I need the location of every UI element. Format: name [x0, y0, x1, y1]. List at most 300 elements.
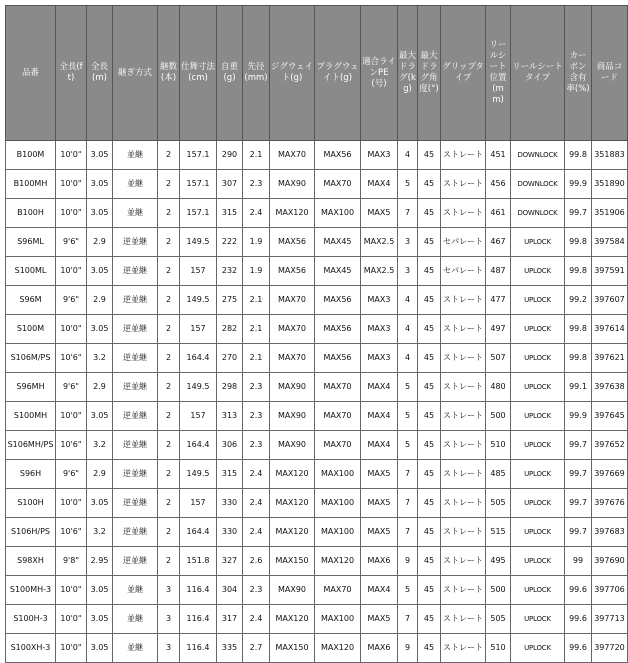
table-cell: 9'6" [56, 228, 87, 257]
table-cell: 9'6" [56, 373, 87, 402]
table-cell: 9'8" [56, 547, 87, 576]
table-cell: 45 [418, 547, 441, 576]
table-cell: 157.1 [180, 199, 217, 228]
table-cell: 2 [158, 344, 180, 373]
table-cell: 290 [217, 141, 243, 170]
table-cell: 149.5 [180, 373, 217, 402]
table-cell: 99.7 [565, 431, 592, 460]
table-row [6, 199, 628, 228]
table-cell: MAX70 [270, 344, 315, 373]
model-cell: S106H/PS [6, 518, 56, 547]
table-cell: 45 [418, 489, 441, 518]
table-cell: 5 [398, 402, 418, 431]
table-cell: 3.05 [87, 257, 113, 286]
table-cell: 2 [158, 141, 180, 170]
table-cell: MAX5 [361, 199, 398, 228]
table-cell: 2 [158, 518, 180, 547]
model-cell: S100XH-3 [6, 634, 56, 663]
table-cell: 9 [398, 547, 418, 576]
model-cell: S96M [6, 286, 56, 315]
table-row [6, 286, 628, 315]
table-cell: 5 [398, 431, 418, 460]
table-cell: MAX70 [315, 402, 361, 431]
table-cell: 467 [486, 228, 511, 257]
table-cell: MAX4 [361, 431, 398, 460]
table-cell: 485 [486, 460, 511, 489]
table-cell: 3.05 [87, 170, 113, 199]
table-cell: 10'0" [56, 634, 87, 663]
table-cell: MAX90 [270, 431, 315, 460]
table-cell: MAX4 [361, 402, 398, 431]
table-cell: 9'6" [56, 286, 87, 315]
table-cell: 99.9 [565, 402, 592, 431]
table-cell: 2.1 [243, 315, 270, 344]
table-cell: 45 [418, 257, 441, 286]
table-header [6, 6, 628, 141]
table-row [6, 576, 628, 605]
table-cell: 397690 [592, 547, 628, 576]
table-cell: 2.1 [243, 344, 270, 373]
table-cell: MAX120 [270, 605, 315, 634]
table-cell: 2.4 [243, 605, 270, 634]
model-cell: S96ML [6, 228, 56, 257]
table-cell: 10'0" [56, 489, 87, 518]
table-row [6, 373, 628, 402]
table-cell: 99.2 [565, 286, 592, 315]
table-cell: 99.7 [565, 199, 592, 228]
table-cell: MAX120 [270, 460, 315, 489]
table-cell: 2.4 [243, 460, 270, 489]
table-row [6, 460, 628, 489]
table-cell: MAX90 [270, 373, 315, 402]
table-cell: 99.8 [565, 315, 592, 344]
table-cell: 2.3 [243, 170, 270, 199]
table-cell: UPLOCK [511, 344, 565, 373]
table-cell: 並継 [113, 141, 158, 170]
table-cell: 2.1 [243, 286, 270, 315]
table-cell: ストレート [441, 576, 486, 605]
table-cell: 397591 [592, 257, 628, 286]
column-header: ジグウェイト(g) [270, 6, 315, 141]
table-cell: 45 [418, 141, 441, 170]
table-cell: 逆並継 [113, 547, 158, 576]
table-cell: 逆並継 [113, 460, 158, 489]
column-header: 品番 [6, 6, 56, 141]
table-cell: DOWNLOCK [511, 199, 565, 228]
table-cell: MAX70 [270, 315, 315, 344]
column-header: グリップタイプ [441, 6, 486, 141]
table-cell: 45 [418, 170, 441, 199]
table-cell: 397683 [592, 518, 628, 547]
table-cell: 2.95 [87, 547, 113, 576]
table-cell: 45 [418, 228, 441, 257]
model-cell: S98XH [6, 547, 56, 576]
table-cell: MAX45 [315, 257, 361, 286]
table-cell: 99.7 [565, 460, 592, 489]
table-cell: 99.9 [565, 170, 592, 199]
table-body [6, 141, 628, 663]
table-cell: MAX100 [315, 199, 361, 228]
table-cell: MAX90 [270, 402, 315, 431]
table-cell: 2 [158, 489, 180, 518]
table-cell: 3.05 [87, 634, 113, 663]
column-header: 商品コード [592, 6, 628, 141]
table-cell: MAX3 [361, 141, 398, 170]
table-cell: 2 [158, 547, 180, 576]
column-header: 適合ラインPE(号) [361, 6, 398, 141]
table-cell: 397676 [592, 489, 628, 518]
table-cell: MAX100 [315, 518, 361, 547]
table-cell: 2 [158, 257, 180, 286]
table-cell: ストレート [441, 315, 486, 344]
table-cell: 99.6 [565, 605, 592, 634]
table-cell: 3.05 [87, 576, 113, 605]
table-cell: 45 [418, 199, 441, 228]
table-cell: 5 [398, 576, 418, 605]
table-cell: MAX70 [315, 373, 361, 402]
table-cell: 10'0" [56, 170, 87, 199]
table-cell: 4 [398, 141, 418, 170]
table-cell: 330 [217, 489, 243, 518]
table-cell: ストレート [441, 605, 486, 634]
table-cell: MAX3 [361, 344, 398, 373]
table-cell: 397645 [592, 402, 628, 431]
table-cell: 505 [486, 605, 511, 634]
table-cell: 45 [418, 460, 441, 489]
table-cell: 304 [217, 576, 243, 605]
table-cell: 315 [217, 199, 243, 228]
table-cell: ストレート [441, 634, 486, 663]
table-cell: 45 [418, 344, 441, 373]
table-cell: MAX56 [270, 228, 315, 257]
table-cell: 9'6" [56, 460, 87, 489]
column-header: 全長(m) [87, 6, 113, 141]
table-row [6, 489, 628, 518]
table-cell: UPLOCK [511, 228, 565, 257]
table-cell: 510 [486, 431, 511, 460]
table-cell: 164.4 [180, 344, 217, 373]
table-cell: 3.2 [87, 431, 113, 460]
column-header: 継ぎ方式 [113, 6, 158, 141]
table-cell: 480 [486, 373, 511, 402]
table-cell: 逆並継 [113, 257, 158, 286]
table-cell: 397614 [592, 315, 628, 344]
table-cell: MAX70 [315, 576, 361, 605]
table-cell: MAX150 [270, 634, 315, 663]
table-cell: 3.05 [87, 489, 113, 518]
table-cell: 45 [418, 315, 441, 344]
table-cell: 456 [486, 170, 511, 199]
column-header: 全長(ft) [56, 6, 87, 141]
table-cell: 397607 [592, 286, 628, 315]
table-cell: 逆並継 [113, 373, 158, 402]
table-cell: 逆並継 [113, 489, 158, 518]
table-cell: 282 [217, 315, 243, 344]
model-cell: B100H [6, 199, 56, 228]
table-cell: 99.6 [565, 576, 592, 605]
table-cell: MAX6 [361, 634, 398, 663]
table-cell: 3 [398, 228, 418, 257]
table-cell: 157 [180, 257, 217, 286]
table-cell: 2 [158, 286, 180, 315]
table-cell: 逆並継 [113, 315, 158, 344]
table-cell: 45 [418, 576, 441, 605]
model-cell: B100M [6, 141, 56, 170]
table-cell: 461 [486, 199, 511, 228]
model-cell: S96H [6, 460, 56, 489]
table-cell: 並継 [113, 170, 158, 199]
table-cell: 497 [486, 315, 511, 344]
table-row [6, 431, 628, 460]
table-cell: UPLOCK [511, 576, 565, 605]
table-cell: 397713 [592, 605, 628, 634]
table-cell: 2 [158, 228, 180, 257]
table-cell: 270 [217, 344, 243, 373]
table-cell: MAX100 [315, 460, 361, 489]
table-cell: MAX56 [315, 141, 361, 170]
table-cell: 45 [418, 431, 441, 460]
table-cell: 10'0" [56, 257, 87, 286]
table-cell: 335 [217, 634, 243, 663]
table-cell: 逆並継 [113, 431, 158, 460]
table-cell: 451 [486, 141, 511, 170]
table-cell: MAX150 [270, 547, 315, 576]
table-cell: 10'0" [56, 141, 87, 170]
table-row [6, 547, 628, 576]
table-cell: 500 [486, 576, 511, 605]
table-cell: 222 [217, 228, 243, 257]
table-cell: 99.7 [565, 518, 592, 547]
table-cell: ストレート [441, 286, 486, 315]
table-cell: 45 [418, 605, 441, 634]
table-cell: UPLOCK [511, 373, 565, 402]
table-cell: 10'6" [56, 518, 87, 547]
table-cell: 45 [418, 518, 441, 547]
table-cell: 7 [398, 199, 418, 228]
table-cell: 2 [158, 199, 180, 228]
column-header: 仕舞寸法(cm) [180, 6, 217, 141]
table-cell: 2.3 [243, 431, 270, 460]
table-cell: UPLOCK [511, 286, 565, 315]
table-cell: 3.2 [87, 344, 113, 373]
table-cell: UPLOCK [511, 460, 565, 489]
table-cell: 並継 [113, 199, 158, 228]
table-cell: 7 [398, 605, 418, 634]
table-cell: MAX100 [315, 489, 361, 518]
table-cell: 307 [217, 170, 243, 199]
column-header: カーボン含有率(%) [565, 6, 592, 141]
table-cell: 477 [486, 286, 511, 315]
table-cell: 3.05 [87, 402, 113, 431]
table-cell: 2 [158, 170, 180, 199]
table-cell: MAX70 [270, 286, 315, 315]
table-cell: 149.5 [180, 460, 217, 489]
table-cell: 2.9 [87, 460, 113, 489]
table-cell: 3 [398, 257, 418, 286]
table-cell: UPLOCK [511, 315, 565, 344]
table-cell: 3 [158, 576, 180, 605]
table-cell: 351890 [592, 170, 628, 199]
table-cell: MAX70 [315, 431, 361, 460]
table-cell: MAX120 [270, 489, 315, 518]
table-cell: MAX120 [270, 518, 315, 547]
table-cell: 99 [565, 547, 592, 576]
table-cell: 495 [486, 547, 511, 576]
table-cell: 2.1 [243, 141, 270, 170]
table-cell: MAX56 [315, 344, 361, 373]
table-cell: 157 [180, 402, 217, 431]
table-cell: ストレート [441, 489, 486, 518]
table-cell: MAX3 [361, 315, 398, 344]
table-cell: UPLOCK [511, 257, 565, 286]
table-cell: 397621 [592, 344, 628, 373]
table-cell: ストレート [441, 141, 486, 170]
table-cell: MAX90 [270, 576, 315, 605]
table-cell: 3.05 [87, 315, 113, 344]
table-cell: 2.4 [243, 518, 270, 547]
table-cell: 4 [398, 286, 418, 315]
table-cell: 3.2 [87, 518, 113, 547]
table-cell: 10'6" [56, 344, 87, 373]
table-cell: 2 [158, 460, 180, 489]
table-cell: 2.3 [243, 402, 270, 431]
table-cell: 157.1 [180, 170, 217, 199]
table-cell: ストレート [441, 344, 486, 373]
table-cell: 並継 [113, 605, 158, 634]
spec-table [5, 5, 628, 663]
table-cell: 10'0" [56, 199, 87, 228]
table-cell: 317 [217, 605, 243, 634]
table-cell: セパレート [441, 257, 486, 286]
table-cell: ストレート [441, 547, 486, 576]
table-cell: 2.4 [243, 199, 270, 228]
table-cell: UPLOCK [511, 489, 565, 518]
table-cell: 9 [398, 634, 418, 663]
table-cell: 45 [418, 402, 441, 431]
table-cell: 487 [486, 257, 511, 286]
table-cell: 2.9 [87, 228, 113, 257]
column-header: リールシート位置(mm) [486, 6, 511, 141]
column-header: プラグウェイト(g) [315, 6, 361, 141]
table-cell: 2 [158, 315, 180, 344]
table-cell: ストレート [441, 170, 486, 199]
table-cell: 2 [158, 373, 180, 402]
table-cell: 397584 [592, 228, 628, 257]
table-cell: 315 [217, 460, 243, 489]
table-cell: MAX6 [361, 547, 398, 576]
table-cell: MAX56 [270, 257, 315, 286]
table-cell: UPLOCK [511, 634, 565, 663]
table-cell: 45 [418, 634, 441, 663]
table-cell: 10'0" [56, 605, 87, 634]
table-row [6, 228, 628, 257]
table-cell: 351883 [592, 141, 628, 170]
table-cell: 10'0" [56, 315, 87, 344]
table-cell: DOWNLOCK [511, 141, 565, 170]
table-cell: 351906 [592, 199, 628, 228]
table-cell: 275 [217, 286, 243, 315]
table-cell: 515 [486, 518, 511, 547]
table-row [6, 634, 628, 663]
table-cell: DOWNLOCK [511, 170, 565, 199]
table-cell: 500 [486, 402, 511, 431]
table-cell: 397638 [592, 373, 628, 402]
table-cell: 327 [217, 547, 243, 576]
table-cell: 116.4 [180, 634, 217, 663]
table-cell: 5 [398, 373, 418, 402]
table-row [6, 170, 628, 199]
table-cell: UPLOCK [511, 402, 565, 431]
table-cell: 逆並継 [113, 344, 158, 373]
table-cell: 330 [217, 518, 243, 547]
table-cell: 298 [217, 373, 243, 402]
table-cell: 7 [398, 518, 418, 547]
table-cell: 99.8 [565, 257, 592, 286]
table-cell: 157 [180, 315, 217, 344]
table-cell: ストレート [441, 518, 486, 547]
table-cell: 99.8 [565, 228, 592, 257]
table-cell: ストレート [441, 373, 486, 402]
table-cell: 157 [180, 489, 217, 518]
table-row [6, 402, 628, 431]
table-cell: 2 [158, 402, 180, 431]
model-cell: S96MH [6, 373, 56, 402]
table-row [6, 605, 628, 634]
table-cell: MAX3 [361, 286, 398, 315]
table-row [6, 315, 628, 344]
table-cell: 397706 [592, 576, 628, 605]
table-cell: 313 [217, 402, 243, 431]
table-cell: MAX90 [270, 170, 315, 199]
table-cell: 並継 [113, 634, 158, 663]
table-cell: 2.9 [87, 373, 113, 402]
table-cell: 510 [486, 634, 511, 663]
table-cell: MAX120 [315, 634, 361, 663]
table-row [6, 141, 628, 170]
table-cell: MAX5 [361, 518, 398, 547]
table-cell: 3 [158, 605, 180, 634]
table-cell: 2.4 [243, 489, 270, 518]
table-cell: 1.9 [243, 228, 270, 257]
table-cell: 2.3 [243, 576, 270, 605]
table-cell: 3 [158, 634, 180, 663]
model-cell: S106M/PS [6, 344, 56, 373]
table-cell: 逆並継 [113, 228, 158, 257]
table-cell: 5 [398, 170, 418, 199]
table-cell: 4 [398, 315, 418, 344]
model-cell: S100ML [6, 257, 56, 286]
table-cell: 3.05 [87, 141, 113, 170]
model-cell: B100MH [6, 170, 56, 199]
table-cell: MAX70 [315, 170, 361, 199]
table-cell: 306 [217, 431, 243, 460]
table-cell: MAX5 [361, 460, 398, 489]
table-cell: 2.3 [243, 373, 270, 402]
table-cell: 116.4 [180, 605, 217, 634]
table-cell: ストレート [441, 199, 486, 228]
column-header: 先径(mm) [243, 6, 270, 141]
table-cell: 99.8 [565, 141, 592, 170]
column-header: 最大ドラグ(kg) [398, 6, 418, 141]
model-cell: S106MH/PS [6, 431, 56, 460]
model-cell: S100M [6, 315, 56, 344]
table-cell: 2 [158, 431, 180, 460]
table-cell: 10'6" [56, 431, 87, 460]
column-header: 最大ドラグ角度(°) [418, 6, 441, 141]
table-cell: 10'0" [56, 576, 87, 605]
table-cell: ストレート [441, 460, 486, 489]
table-cell: 逆並継 [113, 402, 158, 431]
